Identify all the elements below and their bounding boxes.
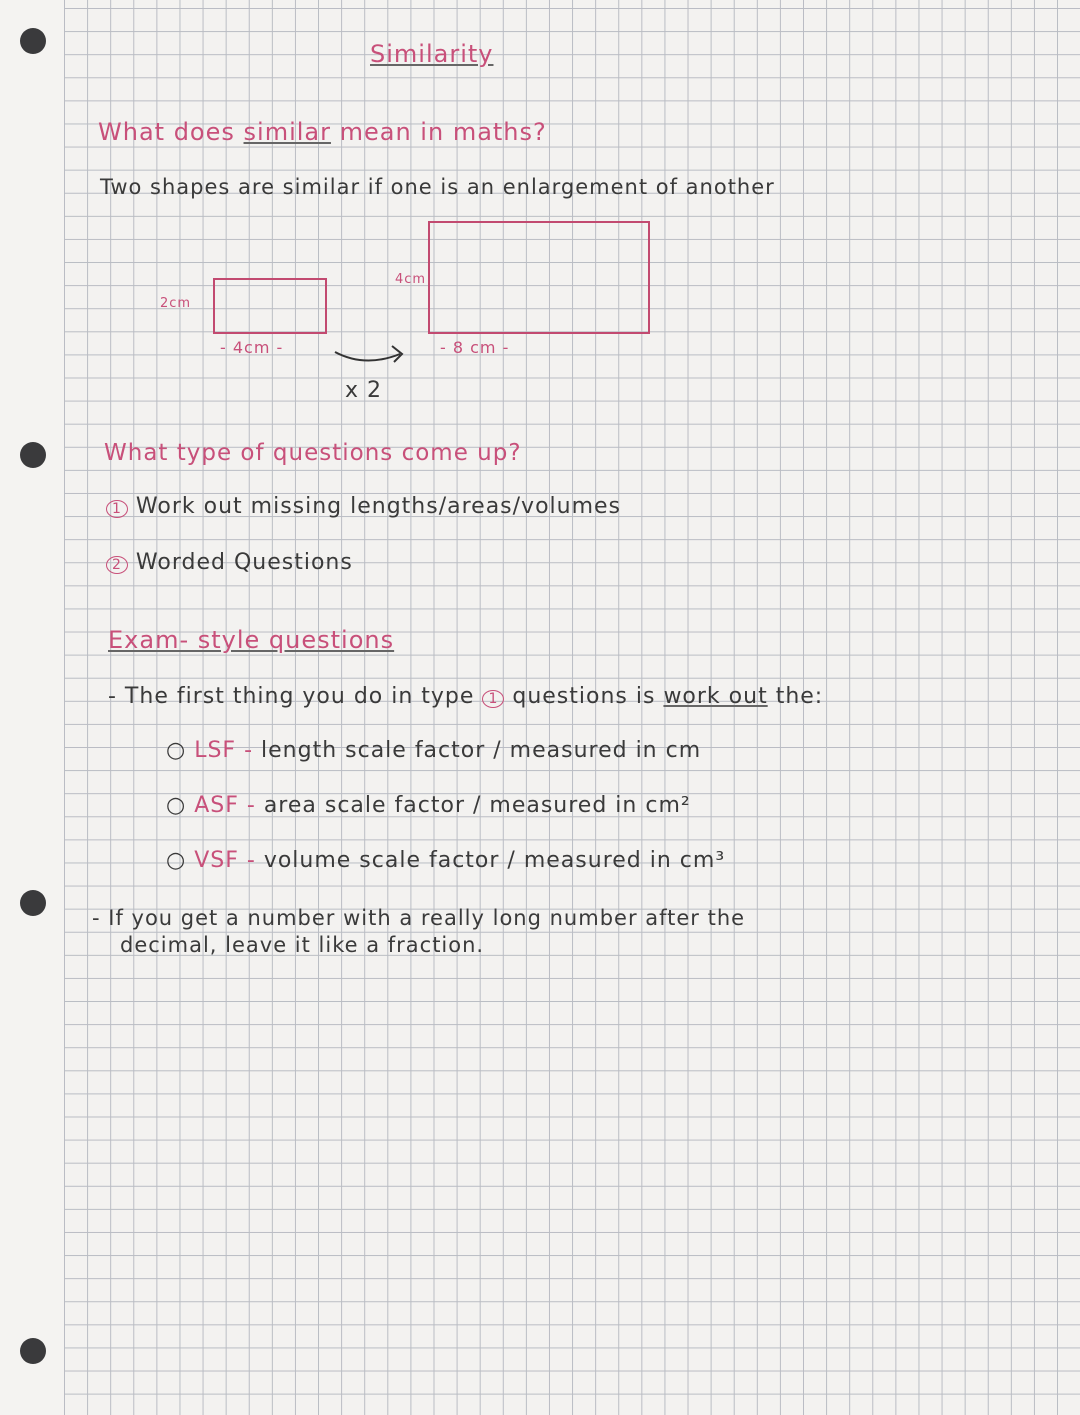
factor-text: volume scale factor / measured in cm³ — [263, 848, 726, 873]
factor-abbr: ASF - — [194, 793, 256, 818]
small-height-label: 2cm — [160, 296, 192, 311]
first-thing-prefix: - The first thing you do in type — [108, 684, 475, 709]
question-type-2 — [106, 550, 353, 575]
question-heading-1 — [98, 118, 547, 146]
punch-hole — [20, 442, 46, 468]
first-thing-middle: questions is — [512, 684, 656, 709]
definition: Two shapes are similar if one is an enlargement of another — [100, 175, 775, 199]
question-type-1 — [106, 494, 621, 519]
page-title: Similarity — [370, 40, 494, 68]
q1-suffix: mean in maths? — [330, 118, 547, 146]
factor-text: area scale factor / measured in cm² — [263, 793, 691, 818]
question-type-text: Work out missing lengths/areas/volumes — [135, 494, 622, 519]
factor-item-vsf: ○ VSF - volume scale factor / measured in cm³ — [166, 848, 726, 873]
small-rectangle — [213, 278, 327, 334]
tip-line-1: - If you get a number with a really long number after the — [92, 906, 746, 930]
punch-hole — [20, 890, 46, 916]
page-margin — [0, 0, 64, 1415]
large-height-label: 4cm — [395, 272, 427, 287]
small-width-label: - 4cm - — [220, 338, 284, 357]
punch-hole — [20, 28, 46, 54]
factor-text: length scale factor / measured in cm — [261, 738, 702, 763]
exam-heading: Exam- style questions — [108, 626, 395, 654]
first-thing-line — [108, 684, 823, 709]
large-rectangle — [428, 221, 650, 334]
question-type-text: Worded Questions — [135, 550, 353, 575]
q1-prefix: What does — [98, 118, 244, 146]
punch-hole — [20, 1338, 46, 1364]
arrow-icon — [330, 340, 410, 370]
number-circle: 2 — [106, 556, 128, 574]
factor-item-asf: ○ ASF - area scale factor / measured in cm² — [166, 793, 691, 818]
factor-abbr: VSF - — [194, 848, 256, 873]
question-heading-2: What type of questions come up? — [104, 440, 522, 466]
factor-item-lsf: ○ LSF - length scale factor / measured in cm — [166, 738, 702, 763]
first-thing-underlined: work out — [663, 684, 768, 709]
first-thing-suffix: the: — [775, 684, 824, 709]
q1-underlined: similar — [243, 118, 331, 146]
scale-label: x 2 — [345, 378, 383, 403]
large-width-label: - 8 cm - — [440, 338, 510, 357]
tip-line-2: decimal, leave it like a fraction. — [120, 933, 485, 957]
number-circle: 1 — [482, 690, 504, 708]
number-circle: 1 — [106, 500, 128, 518]
factor-abbr: LSF - — [194, 738, 254, 763]
